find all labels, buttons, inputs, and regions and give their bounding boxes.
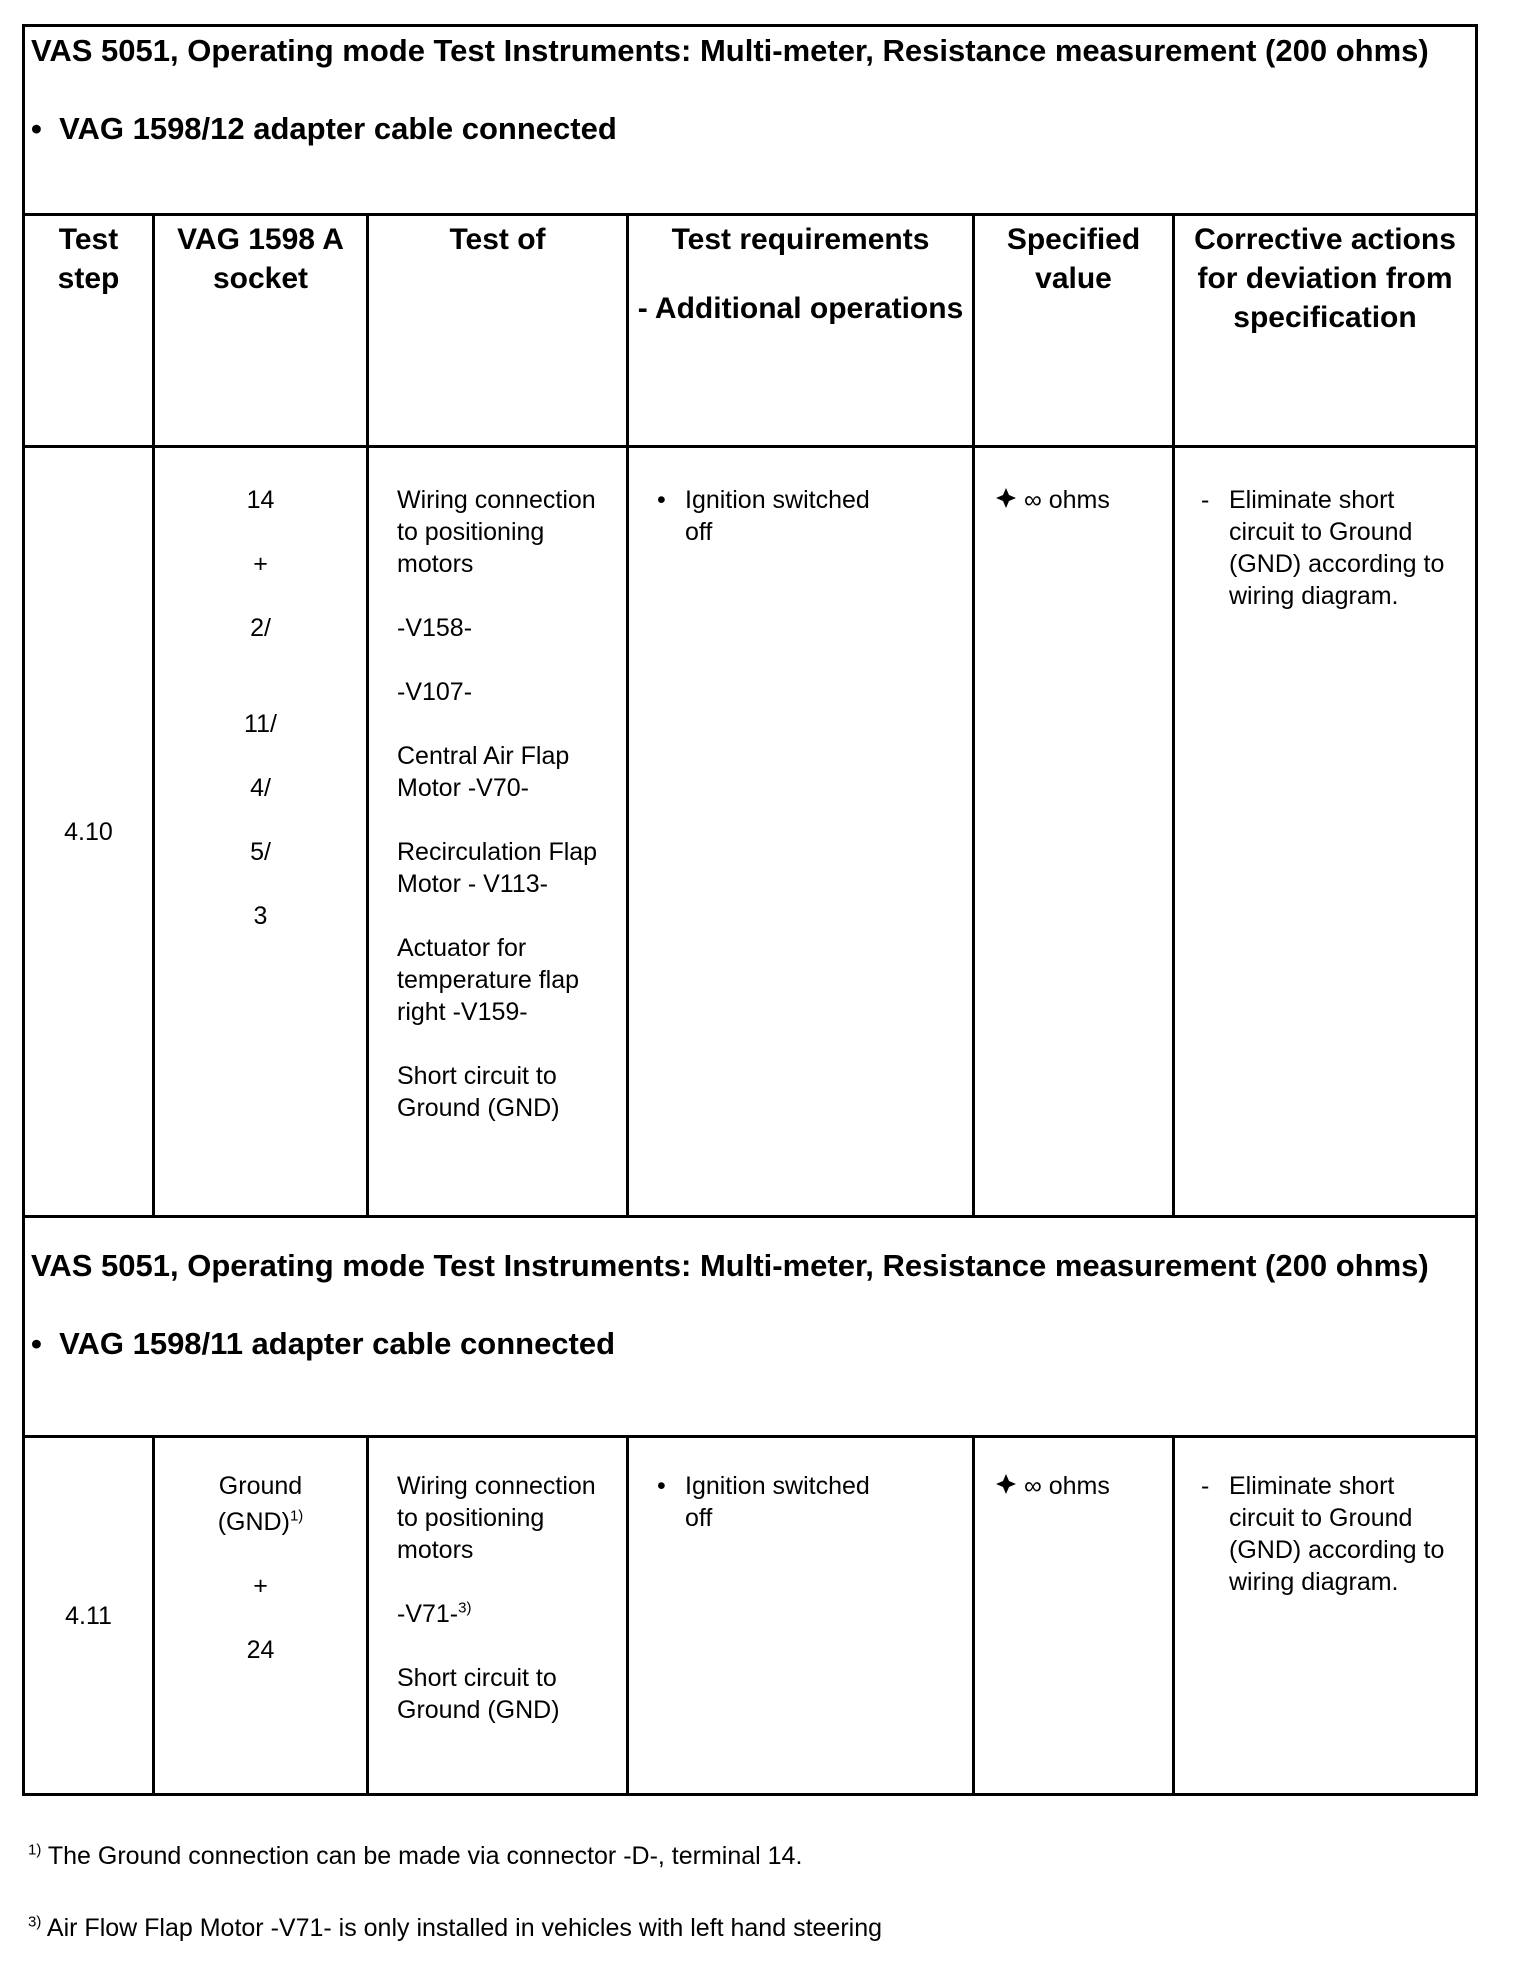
socket-value: 24 (246, 1636, 275, 1664)
bullet-icon: • (657, 1472, 666, 1500)
footnote-ref: 1) (289, 1507, 304, 1525)
dash-marker: - (1201, 486, 1210, 514)
test-table (22, 24, 1478, 1796)
specified-cell (974, 447, 1174, 1217)
diamond-plus-icon (995, 1472, 1024, 1500)
test-of-item: Recirculation Flap Motor - V113- (397, 838, 598, 898)
socket-value: 5/ (250, 838, 271, 866)
corrective-text-cont: circuit to Ground (GND) according to wiring diagram. (1229, 1504, 1445, 1596)
socket-cell (154, 1437, 368, 1795)
section1-bullet-line: • VAG 1598/12 adapter cable connected (31, 111, 617, 146)
test-of-cell (368, 1437, 628, 1795)
socket-value: 14 (246, 486, 275, 514)
section2-bullet-line: • VAG 1598/11 adapter cable connected (31, 1326, 616, 1361)
socket-gnd: (GND) (217, 1508, 290, 1536)
footnote-3 (28, 1912, 882, 1944)
corrective-text: Eliminate short (1229, 1472, 1395, 1500)
specified-cell (974, 1437, 1174, 1795)
dash-marker: - (1201, 1472, 1210, 1500)
header-test-of: Test of (368, 215, 628, 447)
bullet-icon: • (657, 486, 666, 514)
test-of-v71: -V71- (397, 1600, 459, 1628)
corrective-text: Eliminate short (1229, 486, 1395, 514)
test-of-cell (368, 447, 628, 1217)
socket-value: 2/ (250, 614, 271, 642)
header-socket: VAG 1598 A socket (154, 215, 368, 447)
footnote-1 (28, 1840, 802, 1872)
footnote-1-text: The Ground connection can be made via connector -D-, terminal 14. (47, 1842, 803, 1870)
diamond-plus-icon (995, 486, 1024, 514)
socket-value: 3 (253, 902, 268, 930)
test-of-item (397, 1598, 618, 1630)
footnote-3-mark: 3) (28, 1913, 42, 1931)
requirement-text-cont: off (685, 1504, 713, 1532)
socket-value: + (253, 1572, 268, 1600)
requirements-cell (628, 447, 974, 1217)
corrective-cell (1174, 1437, 1477, 1795)
socket-cell (154, 447, 368, 1217)
footnote-3-text: Air Flow Flap Motor -V71- is only installed in vehicles with left hand steering (46, 1914, 883, 1942)
test-of-item: -V107- (397, 678, 473, 706)
table-row-4-11 (24, 1437, 1477, 1795)
test-of-item: Wiring connection to positioning motors (397, 1472, 596, 1564)
socket-value: 4/ (250, 774, 271, 802)
socket-value (155, 1506, 366, 1538)
step-cell: 4.10 (24, 447, 154, 1217)
column-header-row (24, 215, 1477, 447)
test-of-item: Actuator for temperature flap right -V159- (397, 934, 580, 1026)
test-table-document (22, 24, 1475, 1796)
header-test-step: Test step (24, 215, 154, 447)
socket-value: Ground (218, 1472, 303, 1500)
test-of-item: Wiring connection to positioning motors (397, 486, 596, 578)
specified-value: ∞ ohms (1023, 486, 1110, 514)
section1-row (24, 26, 1477, 215)
specified-value: ∞ ohms (1023, 1472, 1110, 1500)
requirement-text: Ignition switched (685, 486, 870, 514)
test-of-item: Short circuit to Ground (GND) (397, 1664, 560, 1724)
header-corrective: Corrective actions for deviation from specification (1174, 215, 1477, 447)
socket-value: + (253, 550, 268, 578)
header-specified: Specified value (974, 215, 1174, 447)
requirements-cell (628, 1437, 974, 1795)
header-requirements (628, 215, 974, 447)
section1-title: VAS 5051, Operating mode Test Instruments: Multi-meter, Resistance measurement (200 ohms) (31, 33, 1429, 68)
requirement-text: Ignition switched (685, 1472, 870, 1500)
footnote-1-mark: 1) (28, 1841, 42, 1859)
section1-cell (24, 26, 1477, 215)
corrective-text-cont: circuit to Ground (GND) according to wiring diagram. (1229, 518, 1445, 610)
table-row-4-10 (24, 447, 1477, 1217)
section2-bullet: VAG 1598/11 adapter cable connected (59, 1326, 616, 1361)
corrective-cell (1174, 447, 1477, 1217)
step-cell: 4.11 (24, 1437, 154, 1795)
test-of-item: -V158- (397, 614, 473, 642)
socket-value: 11/ (244, 710, 277, 738)
section2-cell (24, 1217, 1477, 1437)
test-of-item: Short circuit to Ground (GND) (397, 1062, 560, 1122)
requirement-text-cont: off (685, 518, 713, 546)
section2-title: VAS 5051, Operating mode Test Instruments: Multi-meter, Resistance measurement (200 ohms) (31, 1248, 1429, 1283)
header-additional-label: - Additional operations (637, 292, 964, 325)
header-requirements-label: Test requirements (671, 223, 930, 256)
section1-bullet: VAG 1598/12 adapter cable connected (59, 111, 617, 146)
section2-row (24, 1217, 1477, 1437)
footnote-ref: 3) (458, 1599, 472, 1617)
test-of-item: Central Air Flap Motor -V70- (397, 742, 570, 802)
